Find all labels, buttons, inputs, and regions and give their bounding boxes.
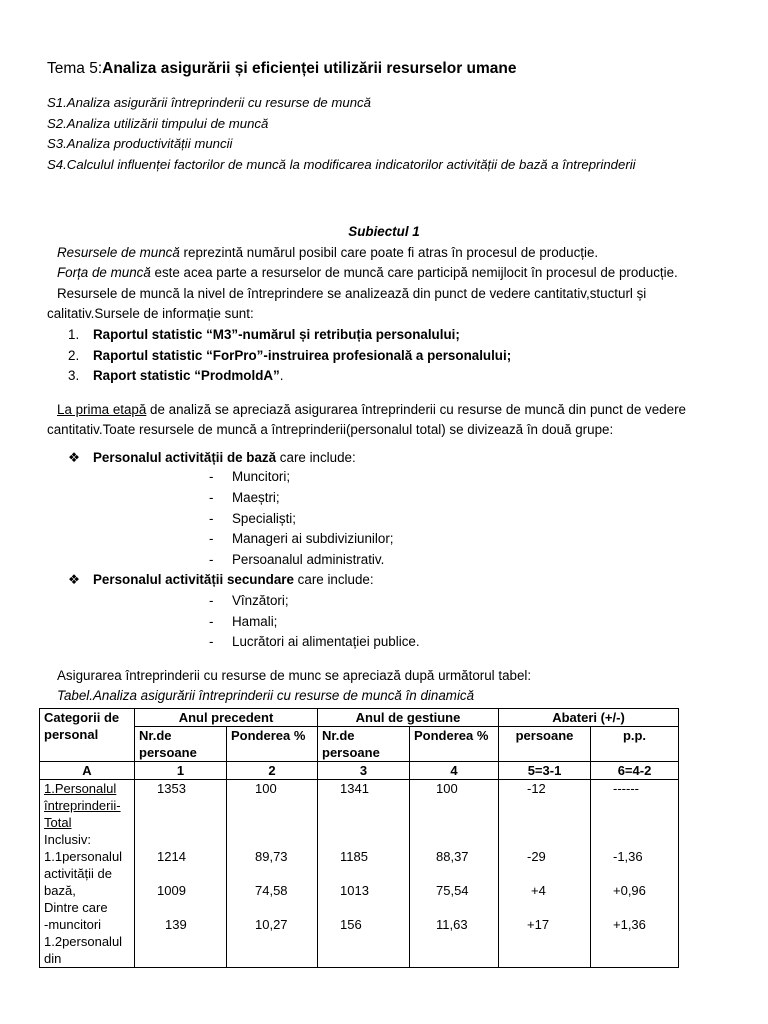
header-persons: persoane — [499, 727, 591, 762]
value-column: ------ -1,36 +0,96 +1,36 — [591, 780, 679, 968]
subject-line: S4.Calculul influenței factorilor de muncă la modificarea indicatorilor activității de bază a întreprinderii — [47, 157, 636, 172]
paragraph: Asigurarea întreprinderii cu resurse de munc se apreciază după următorul tabel: — [57, 668, 532, 683]
category-cell: 1.Personalul întreprinderii- Total Inclusiv: 1.1personalul activității de bază, Dintre care -muncitori 1.2personalul din — [40, 780, 135, 968]
document-title: Tema 5:Analiza asigurării și eficienței utilizării resurselor umane — [47, 60, 517, 77]
dash-bullet: - — [209, 531, 214, 546]
list-item: Muncitori; — [232, 469, 291, 484]
header-category: Categorii de personal — [40, 709, 135, 762]
list-number: 2. — [68, 348, 80, 363]
group-heading: Personalul activității de bază care include: — [93, 450, 356, 465]
subject-line: S2.Analiza utilizării timpului de muncă — [47, 116, 269, 131]
header-nr-persons: Nr.de persoane — [135, 727, 227, 762]
header-deviations: Abateri (+/-) — [499, 709, 679, 727]
source-item: Raportul statistic “ForPro”-instruirea profesională a personalului; — [93, 348, 512, 363]
value-column: 1353 1214 1009 139 — [135, 780, 227, 968]
code-cell: 4 — [410, 762, 499, 780]
code-cell: 2 — [227, 762, 318, 780]
dash-bullet: - — [209, 490, 214, 505]
paragraph: calitativ.Sursele de informație sunt: — [47, 306, 254, 321]
value-column: 100 88,37 75,54 11,63 — [410, 780, 499, 968]
list-item: Hamali; — [232, 614, 278, 629]
list-item: Lucrători ai alimentației publice. — [232, 634, 420, 649]
value-column: 1341 1185 1013 156 — [318, 780, 410, 968]
dash-bullet: - — [209, 552, 214, 567]
value-column: 100 89,73 74,58 10,27 — [227, 780, 318, 968]
header-current-year: Anul de gestiune — [318, 709, 499, 727]
list-item: Maeștri; — [232, 490, 280, 505]
code-cell: 5=3-1 — [499, 762, 591, 780]
table-caption: Tabel.Analiza asigurării întreprinderii cu resurse de muncă în dinamică — [57, 688, 475, 703]
paragraph: Resursele de muncă reprezintă numărul posibil care poate fi atras în procesul de producție. — [57, 245, 599, 260]
dash-bullet: - — [209, 634, 214, 649]
subject-line: S3.Analiza productivității muncii — [47, 136, 233, 151]
value-column: -12 -29 +4 +17 — [499, 780, 591, 968]
list-number: 1. — [68, 327, 80, 342]
paragraph: Forța de muncă este acea parte a resurselor de muncă care participă nemijlocit în procesul de producție. — [57, 265, 678, 280]
dash-bullet: - — [209, 593, 214, 608]
paragraph: Resursele de muncă la nivel de întreprindere se analizează din punct de vedere cantitativ,stucturl și — [57, 286, 647, 301]
list-item: Vînzători; — [232, 593, 289, 608]
dash-bullet: - — [209, 614, 214, 629]
source-item: Raportul statistic “M3”-numărul și retribuția personalului; — [93, 327, 460, 342]
personnel-table — [39, 708, 679, 968]
group-heading: Personalul activității secundare care include: — [93, 572, 374, 587]
code-cell: 6=4-2 — [591, 762, 679, 780]
list-number: 3. — [68, 368, 80, 383]
header-share: Ponderea % — [227, 727, 318, 762]
source-item: Raport statistic “ProdmoldA”. — [93, 368, 284, 383]
code-cell: A — [40, 762, 135, 780]
diamond-bullet-icon: ❖ — [68, 572, 81, 587]
paragraph: cantitativ.Toate resursele de muncă a întreprinderii(personalul total) se divizează în două grupe: — [47, 422, 614, 437]
header-nr-persons: Nr.de persoane — [318, 727, 410, 762]
dash-bullet: - — [209, 511, 214, 526]
subject-line: S1.Analiza asigurării întreprinderii cu resurse de muncă — [47, 95, 371, 110]
code-cell: 3 — [318, 762, 410, 780]
diamond-bullet-icon: ❖ — [68, 450, 81, 465]
header-pp: p.p. — [591, 727, 679, 762]
list-item: Manageri ai subdiviziunilor; — [232, 531, 394, 546]
list-item: Specialiști; — [232, 511, 297, 526]
header-share: Ponderea % — [410, 727, 499, 762]
section-heading: Subiectul 1 — [348, 224, 420, 239]
paragraph: La prima etapă de analiză se apreciază asigurarea întreprinderii cu resurse de muncă din punct de vedere — [57, 402, 686, 417]
code-cell: 1 — [135, 762, 227, 780]
header-previous-year: Anul precedent — [135, 709, 318, 727]
dash-bullet: - — [209, 469, 214, 484]
list-item: Persoanalul administrativ. — [232, 552, 385, 567]
